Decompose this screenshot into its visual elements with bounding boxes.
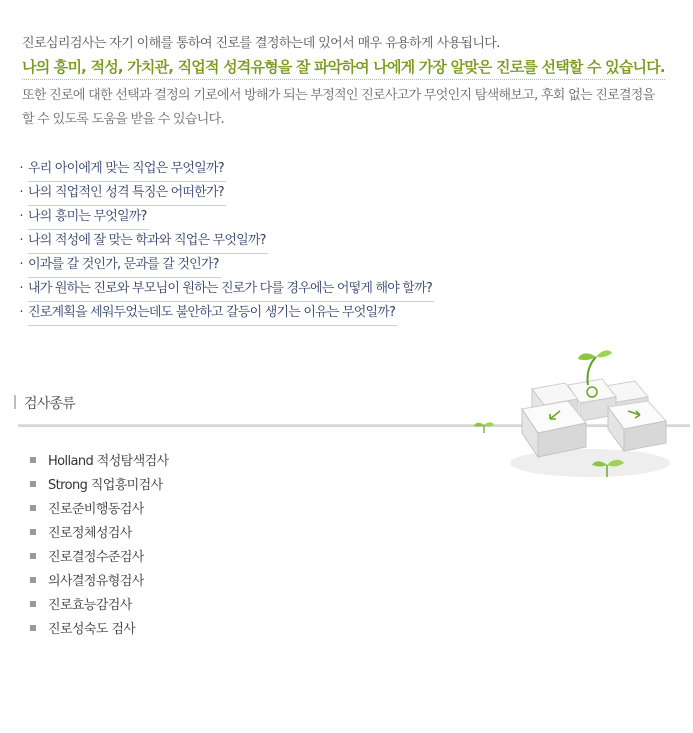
square-bullet-icon xyxy=(30,577,36,583)
intro xyxy=(22,34,682,132)
title-bar-icon xyxy=(14,395,16,409)
square-bullet-icon xyxy=(30,505,36,511)
sprout-small-left xyxy=(474,422,494,433)
intro-emphasis: 나의 흥미, 적성, 가치관, 직업적 성격유형을 잘 파악하여 나에게 가장 알맞은 진로를 선택할 수 있습니다. xyxy=(22,56,665,80)
test-name: 진로효능감검사 xyxy=(48,598,132,613)
question-text: 이과를 갈 것인가, 문과를 갈 것인가? xyxy=(28,254,221,278)
question-text: 진로계획을 세워두었는데도 불안하고 갈등이 생기는 이유는 무엇일까? xyxy=(28,302,397,326)
intro-body xyxy=(22,84,682,132)
test-name: 진로성숙도 검사 xyxy=(48,622,136,637)
intro-line-1: 진로심리검사는 자기 이해를 통하여 진로를 결정하는데 있어서 매우 유용하게 사용됩니다. xyxy=(22,36,500,51)
test-item xyxy=(30,450,169,474)
test-list xyxy=(30,450,169,642)
test-item xyxy=(30,474,169,498)
intro-line-4: 할 수 있도록 도움을 받을 수 있습니다. xyxy=(22,112,224,127)
square-bullet-icon xyxy=(30,457,36,463)
bullet-dot-icon: · xyxy=(19,161,23,176)
test-name: 의사결정유형검사 xyxy=(48,574,144,589)
question-text: 내가 원하는 진로와 부모님이 원하는 진로가 다를 경우에는 어떻게 해야 할까? xyxy=(28,278,434,302)
bullet-dot-icon: · xyxy=(19,305,23,320)
question-item xyxy=(14,302,434,326)
keyboard-keys-with-sprouts-icon xyxy=(470,345,685,485)
test-item xyxy=(30,594,169,618)
square-bullet-icon xyxy=(30,625,36,631)
test-item xyxy=(30,570,169,594)
test-name: Holland 적성탐색검사 xyxy=(48,454,169,469)
bullet-dot-icon: · xyxy=(19,233,23,248)
bullet-dot-icon: · xyxy=(19,209,23,224)
bullet-dot-icon: · xyxy=(19,257,23,272)
question-item xyxy=(14,158,434,182)
question-item xyxy=(14,230,434,254)
key-front-right xyxy=(608,401,666,451)
test-item xyxy=(30,546,169,570)
square-bullet-icon xyxy=(30,553,36,559)
question-list xyxy=(14,158,434,326)
intro-line-3: 또한 진로에 대한 선택과 결정의 기로에서 방해가 되는 부정적인 진로사고가 무엇인지 탐색해보고, 후회 없는 진로결정을 xyxy=(22,88,655,103)
bullet-dot-icon: · xyxy=(19,185,23,200)
bullet-dot-icon: · xyxy=(19,281,23,296)
question-item xyxy=(14,206,434,230)
question-text: 나의 직업적인 성격 특징은 어떠한가? xyxy=(28,182,226,206)
section-title-text: 검사종류 xyxy=(24,396,75,412)
question-item xyxy=(14,278,434,302)
test-item xyxy=(30,618,169,642)
test-item xyxy=(30,498,169,522)
square-bullet-icon xyxy=(30,601,36,607)
square-bullet-icon xyxy=(30,529,36,535)
question-item xyxy=(14,182,434,206)
question-item xyxy=(14,254,434,278)
question-text: 나의 적성에 잘 맞는 학과와 직업은 무엇일까? xyxy=(28,230,268,254)
test-name: 진로준비행동검사 xyxy=(48,502,144,517)
test-name: 진로정체성검사 xyxy=(48,526,132,541)
question-text: 우리 아이에게 맞는 직업은 무엇일까? xyxy=(28,158,226,182)
test-item xyxy=(30,522,169,546)
question-text: 나의 흥미는 무엇일까? xyxy=(28,206,149,230)
test-name: 진로결정수준검사 xyxy=(48,550,144,565)
square-bullet-icon xyxy=(30,481,36,487)
test-name: Strong 직업흥미검사 xyxy=(48,478,163,493)
